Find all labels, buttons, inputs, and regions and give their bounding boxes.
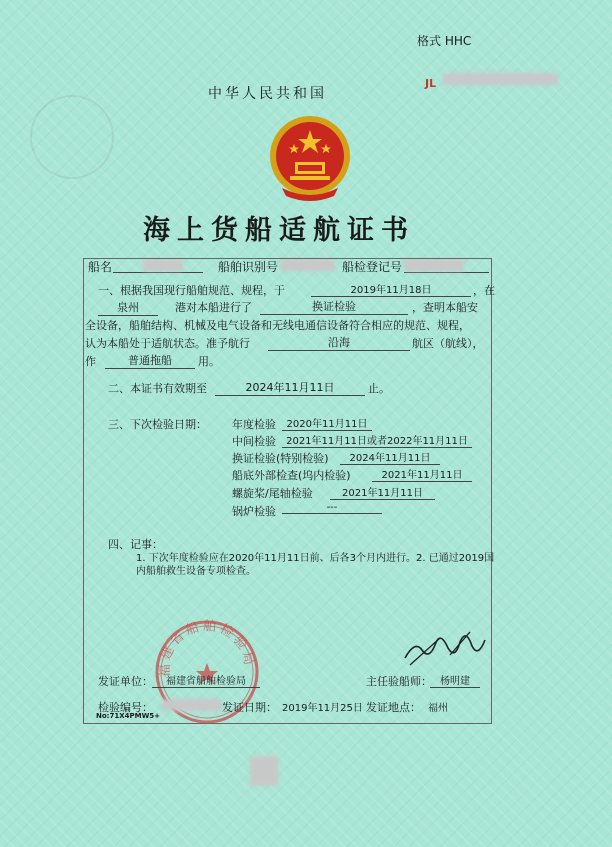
s2-label: 二、本证书有效期至 — [108, 382, 207, 395]
signature-icon — [400, 620, 490, 670]
s3-item-name: 年度检验 — [232, 418, 276, 431]
issue-place-value: 福州 — [428, 703, 448, 714]
s4-label: 四、记事： — [108, 538, 163, 551]
s1-text-e: 认为本船处于适航状态。准予航行 — [85, 337, 250, 350]
s1-text-h: 用。 — [198, 355, 220, 368]
s3-item-name: 中间检验 — [232, 435, 276, 448]
s1-inspection: 换证检验 — [260, 298, 408, 315]
format-label: 格式 HHC — [417, 34, 472, 48]
s3-item-value: 2021年11月11日 — [372, 466, 472, 482]
certificate-title: 海上货船适航证书 — [143, 215, 415, 246]
s3-item-value: 2021年11月11日 — [330, 484, 435, 500]
s1-text-g: 作 — [85, 355, 96, 368]
s3-item-name: 船底外部检查(坞内检验) — [232, 469, 351, 482]
seal-text: 福建省船舶检验局 — [157, 618, 257, 678]
faded-stamp — [30, 95, 114, 179]
number-field — [162, 699, 222, 711]
ship-id-label: 船舶识别号 — [218, 260, 279, 274]
redacted-number — [162, 699, 222, 711]
national-emblem-icon — [262, 110, 358, 206]
s3-item-value: --- — [282, 502, 382, 514]
s4-note-line2: 内船舶救生设备专项检查。 — [136, 566, 256, 577]
s3-item-value: 2020年11月11日 — [282, 415, 372, 431]
issue-date-value: 2019年11月25日 — [282, 703, 363, 714]
s2-date: 2024年11月11日 — [215, 379, 365, 396]
s3-label: 三、下次检验日期： — [108, 418, 207, 431]
s1-text-b: ，在 — [473, 284, 495, 297]
s1-port: 泉州 — [98, 299, 158, 316]
issue-date-label: 发证日期： — [222, 701, 277, 714]
serial-prefix: JL — [425, 77, 437, 90]
serial-code: No:71X4PMW5+ — [96, 712, 161, 720]
s1-usage: 普通拖船 — [105, 352, 195, 369]
s1-text-d: ，查明本船安 — [412, 301, 478, 314]
registration-label: 船检登记号 — [342, 260, 403, 274]
surveyor-label: 主任验船师： — [366, 675, 432, 688]
country-name: 中华人民共和国 — [208, 86, 327, 102]
s2-end: 止。 — [368, 382, 390, 395]
s4-note-line1: 1. 下次年度检验应在2020年11月11日前、后各3个月内进行。2. 已通过2019国 — [136, 553, 495, 564]
s3-item-value: 2021年11月11日或者2022年11月11日 — [282, 432, 472, 448]
serial-number — [425, 72, 560, 90]
s1-date: 2019年11月18日 — [311, 281, 471, 297]
s3-item-name: 锅炉检验 — [232, 505, 276, 518]
s1-text-c: 港对本船进行了 — [175, 301, 252, 314]
surveyor-value: 杨明建 — [430, 672, 480, 688]
issuer-label: 发证单位： — [98, 675, 153, 688]
redacted-mark — [250, 756, 278, 786]
redacted-serial — [443, 73, 558, 85]
s3-item-name: 换证检验(特别检验) — [232, 452, 329, 465]
s3-item-value: 2024年11月11日 — [340, 449, 440, 465]
number-label: 检验编号： — [98, 701, 153, 714]
s3-item-name: 螺旋桨/尾轴检验 — [232, 487, 313, 500]
s1-area: 沿海 — [268, 334, 410, 351]
s1-text-f: 航区（航线）， — [412, 337, 484, 350]
s1-line2: 全设备，船舶结构、机械及电气设备和无线电通信设备符合相应的规范、规程， — [85, 319, 470, 332]
s1-text-a: 一、根据我国现行船舶规范、规程，于 — [98, 284, 285, 297]
issuer-value: 福建省船舶检验局 — [152, 672, 260, 688]
ship-name-label: 船名 — [88, 260, 113, 274]
issue-place-label: 发证地点： — [366, 701, 421, 714]
